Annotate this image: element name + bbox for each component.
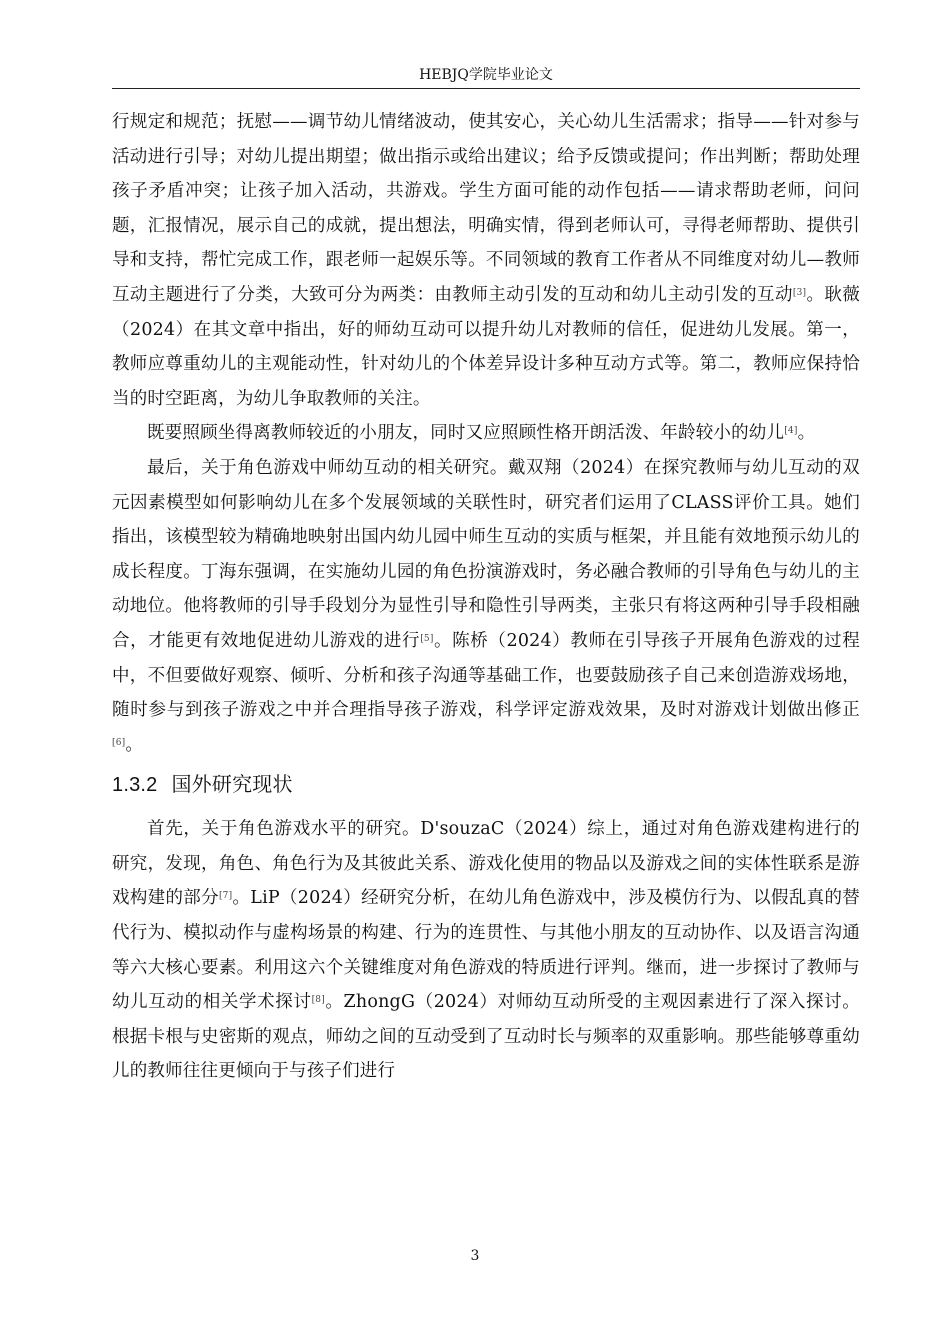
running-header bbox=[112, 62, 860, 89]
paragraph-2 bbox=[112, 416, 860, 451]
paragraph-1 bbox=[112, 105, 860, 416]
header-title: HEBJQ学院毕业论文 bbox=[419, 67, 553, 83]
paragraph-4-text: 首先，关于角色游戏水平的研究。D'souzaC（2024）综上，通过对角色游戏建构进行的研究，发现，角色、角色行为及其彼此关系、游戏化使用的物品以及游戏之间的实体性联系是游戏构建的部分 bbox=[112, 819, 860, 909]
citation-7[interactable]: [7] bbox=[218, 891, 233, 902]
paragraph-4-tail: 。ZhongG（2024）对师幼互动所受的主观因素进行了深入探讨。根据卡根与史密斯的观点，师幼之间的互动受到了互动时长与频率的双重影响。那些能够尊重幼儿的教师往往更倾向于与孩子们进行 bbox=[112, 992, 860, 1082]
paragraph-4 bbox=[112, 812, 860, 1089]
section-number: 1.3.2 bbox=[112, 774, 158, 797]
citation-6[interactable]: [6] bbox=[112, 737, 126, 748]
paragraph-2-tail: 。 bbox=[797, 423, 816, 444]
body-text bbox=[112, 105, 860, 1089]
paragraph-3-text: 最后，关于角色游戏中师幼互动的相关研究。戴双翔（2024）在探究教师与幼儿互动的双元因素模型如何影响幼儿在多个发展领域的关联性时，研究者们运用了CLASS评价工具。她们指出，该模型较为精确地映射出国内幼儿园中师生互动的实质与框架，并且能有效地预示幼儿的成长程度。丁海东强调，在实施幼儿园的角色扮演游戏时，务必融合教师的引导角色与幼儿的主动地位。他将教师的引导手段划分为显性引导和隐性引导两类，主张只有将这两种引导手段相融合，才能更有效地促进幼儿游戏的进行 bbox=[112, 457, 860, 651]
citation-5[interactable]: [5] bbox=[420, 633, 434, 644]
paragraph-3-mid: 。陈桥（2024）教师在引导孩子开展角色游戏的过程中，不但要做好观察、倾听、分析和孩子沟通等基础工作，也要鼓励孩子自己来创造游戏场地，随时参与到孩子游戏之中并合理指导孩子游戏，科学评定游戏效果，及时对游戏计划做出修正 bbox=[112, 630, 860, 721]
paragraph-1-tail: 。耿薇（2024）在其文章中指出，好的师幼互动可以提升幼儿对教师的信任，促进幼儿发展。第一，教师应尊重幼儿的主观能动性，针对幼儿的个体差异设计多种互动方式等。第二，教师应保持恰当的时空距离，为幼儿争取教师的关注。 bbox=[112, 284, 860, 409]
paragraph-3 bbox=[112, 451, 860, 762]
citation-4[interactable]: [4] bbox=[784, 426, 798, 437]
paragraph-3-tail: 。 bbox=[125, 734, 144, 755]
page-number: 3 bbox=[470, 1248, 480, 1264]
citation-3[interactable]: [3] bbox=[792, 287, 807, 298]
section-heading bbox=[112, 770, 860, 800]
paragraph-4-mid: 。LiP（2024）经研究分析，在幼儿角色游戏中，涉及模仿行为、以假乱真的替代行为、模拟动作与虚构场景的构建、行为的连贯性、与其他小朋友的互动协作、以及语言沟通等六大核心要素。利用这六个关键维度对角色游戏的特质进行评判。继而，进一步探讨了教师与幼儿互动的相关学术探讨 bbox=[112, 888, 860, 1013]
paragraph-2-text: 既要照顾坐得离教师较近的小朋友，同时又应照顾性格开朗活泼、年龄较小的幼儿 bbox=[147, 423, 785, 444]
page-footer bbox=[0, 1248, 950, 1264]
citation-8[interactable]: [8] bbox=[311, 995, 325, 1006]
paragraph-1-text: 行规定和规范；抚慰——调节幼儿情绪波动，使其安心，关心幼儿生活需求；指导——针对参与活动进行引导；对幼儿提出期望；做出指示或给出建议；给予反馈或提问；作出判断；帮助处理孩子矛盾冲突；让孩子加入活动，共游戏。学生方面可能的动作包括——请求帮助老师，问问题，汇报情况，展示自己的成就，提出想法，明确实情，得到老师认可，寻得老师帮助、提供引导和支持，帮忙完成工作，跟老师一起娱乐等。不同领域的教育工作者从不同维度对幼儿—教师互动主题进行了分类，大致可分为两类：由教师主动引发的互动和幼儿主动引发的互动 bbox=[112, 112, 860, 305]
section-title: 国外研究现状 bbox=[171, 774, 293, 797]
